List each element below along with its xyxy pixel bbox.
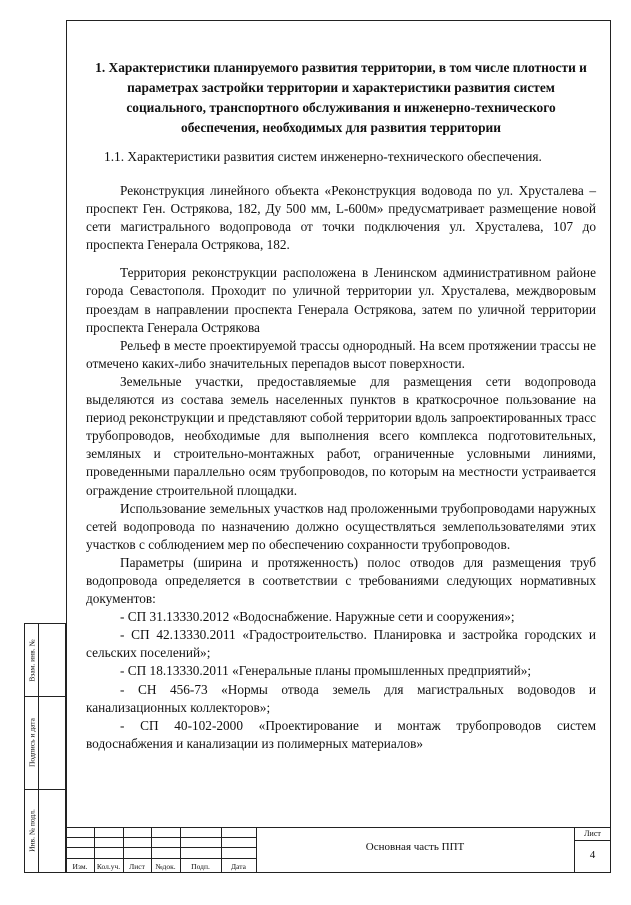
paragraph: Использование земельных участков над проложенными трубопроводами наружных сетей водопровода по назначению должно осуществляться землепользователями этих участков с соблюдением мер по обеспечению сохранности трубопроводов. (86, 500, 596, 552)
col-label-signature: Подп. (191, 862, 210, 871)
side-label-replacement-inv: Взам. инв. № (27, 639, 37, 682)
list-item: - СН 456-73 «Нормы отвода земель для магистральных водоводов и канализационных коллекторов»; (86, 681, 596, 715)
side-label-original-inv: Инв. № подл. (27, 809, 37, 852)
title-block (66, 827, 611, 873)
paragraph: Рельеф в месте проектируемой трассы однородный. На всем протяжении трассы не отмечено каких-либо значительных перепадов высот поверхности. (86, 337, 596, 371)
col-label-doc-number: №док. (155, 862, 176, 871)
paragraph: Параметры (ширина и протяженность) полос отводов для размещения труб водопровода определяется в соответствии с требованиями следующих нормативных документов: (86, 554, 596, 607)
section-title: 1. Характеристики планируемого развития территории, в том числе плотности и параметрах застройки территории и характеристики развития систем социального, транспортного обслуживания и инженерно-технического обеспечения, необходимых для развития территории (95, 60, 587, 135)
col-label-count: Кол.уч. (96, 862, 121, 871)
paragraph: Территория реконструкции расположена в Ленинском административном районе города Севастополя. Проходит по уличной территории ул. Хрусталева, междворовым проездам в направлении проспекта Генерала Острякова, затем по уличной территории проспекта Генерала Острякова (86, 265, 596, 335)
subsection-heading: 1.1. Характеристики развития систем инженерно-технического обеспечения. (104, 149, 542, 164)
col-label-change: Изм. (72, 862, 88, 871)
list-item: - СП 18.13330.2011 «Генеральные планы промышленных предприятий»; (120, 663, 532, 679)
document-name: Основная часть ППТ (365, 841, 465, 853)
list-item: - СП 40-102-2000 «Проектирование и монтаж трубопроводов систем водоснабжения и канализации из полимерных материалов» (86, 717, 596, 751)
col-label-sheet: Лист (129, 862, 145, 871)
list-item: - СП 42.13330.2011 «Градостроительство. Планировка и застройка городских и сельских поселений»; (86, 627, 596, 661)
sheet-number: 4 (589, 849, 596, 861)
list-item: - СП 31.13330.2012 «Водоснабжение. Наружные сети и сооружения»; (120, 609, 515, 625)
document-body (86, 58, 596, 753)
paragraph: Земельные участки, предоставляемые для размещения сети водопровода выделяются из состава земель населенных пунктов в краткосрочное пользование на период реконструкции и представляют собой территории вдоль запроектированных трасс трубопроводов, необходимые для выполнения всего комплекса подготовительных, земляных и строительно-монтажных работ, ограниченные условными линиями, проведенными параллельно осям трубопроводов, по которым на местности устраивается ограждение строительной площадки. (86, 373, 596, 498)
sheet-label: Лист (584, 829, 601, 838)
paragraph: Реконструкция линейного объекта «Реконструкция водовода по ул. Хрусталева – проспект Ген. Острякова, 182, Ду 500 мм, L-600м» предусматривает размещение новой сети магистрального водопровода от точки подключения ул. Хрусталева, 107 до проспекта Генерала Острякова, 182. (86, 183, 596, 253)
col-label-date: Дата (231, 862, 246, 871)
side-label-signature-date: Подпись и дата (27, 718, 37, 767)
side-stamp (24, 623, 66, 873)
